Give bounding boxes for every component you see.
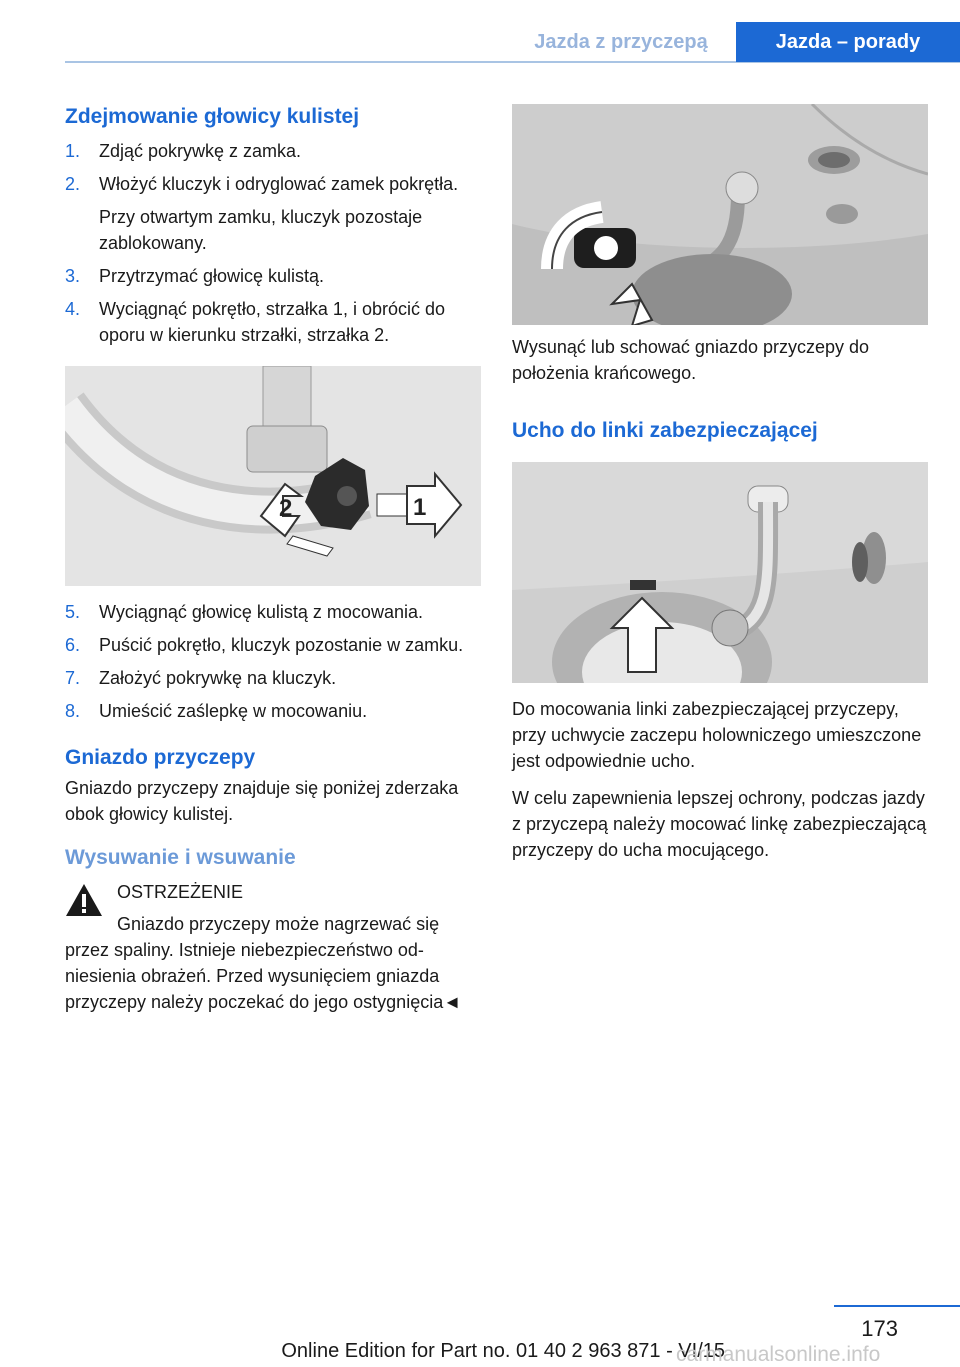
heading-safety-cable-eye: Ucho do linki zabezpieczającej xyxy=(512,419,818,442)
trailer-socket-illustration xyxy=(512,104,928,325)
list-item: 8. Umieścić zaślepkę w mocowaniu. xyxy=(65,701,368,721)
footer-edition: Online Edition for Part no. 01 40 2 963 871 - VI/15 xyxy=(281,1340,725,1362)
warning-triangle-icon xyxy=(65,883,103,917)
caption-socket-position: Wysunąć lub schować gniazdo przyczepy do położenia krańcowego. xyxy=(512,337,870,383)
safety-eye-illustration xyxy=(512,462,928,683)
list-item: 1. Zdjąć pokrywkę z zamka. xyxy=(65,141,302,161)
watermark: carmanualsonline.info xyxy=(676,1343,881,1366)
warning-text: Gniazdo przyczepy może nagrzewać się przez spaliny. Istnieje niebezpieczeństwo odniesienia obrażeń. Przed wysunięciem gniazda przyczepy należy poczekać do jego ostygnięcia◄ xyxy=(65,914,462,1012)
list-item: 6. Puścić pokrętło, kluczyk pozostanie w zamku. xyxy=(65,635,464,655)
heading-extend-retract: Wysuwanie i wsuwanie xyxy=(65,846,296,869)
steps-list-2 xyxy=(65,599,481,724)
list-item: 4. Wyciągnąć pokrętło, strzałka 1, i obrócić do oporu w kierunku strzałki, strzałka 2. xyxy=(65,299,445,345)
warning-title: OSTRZEŻENIE xyxy=(117,882,244,902)
figure-safety-eye xyxy=(512,462,928,683)
figure-knob-rotation xyxy=(65,366,481,586)
paragraph-eye-usage: W celu zapewnienia lepszej ochrony, podczas jazdy z przyczepą należy mocować linkę zabezpieczającą przyczepy do ucha mocującego. xyxy=(512,788,927,860)
paragraph-socket-location: Gniazdo przyczepy znajduje się poniżej zderzaka obok głowicy kulistej. xyxy=(65,778,459,824)
list-item: 7. Założyć pokrywkę na kluczyk. xyxy=(65,668,337,688)
section-tab-previous[interactable]: Jazda z przyczepą xyxy=(534,30,708,53)
section-tab-current[interactable]: Jazda – porady xyxy=(736,22,960,62)
list-item: 3. Przytrzymać głowicę kulistą. xyxy=(65,266,325,286)
left-column xyxy=(65,102,481,1015)
arrow-1-label: 1 xyxy=(413,494,427,521)
page-number: 173 xyxy=(861,1316,898,1341)
heading-trailer-socket: Gniazdo przyczepy xyxy=(65,746,256,769)
arrow-2-label: 2 xyxy=(279,495,293,522)
steps-list-1 xyxy=(65,138,481,348)
heading-remove-ball-head: Zdejmowanie głowicy kulistej xyxy=(65,105,360,128)
knob-illustration xyxy=(65,366,481,586)
list-item: 2. Włożyć kluczyk i odryglować zamek pokrętła. Przy otwartym zamku, kluczyk pozostaje zablokowany. xyxy=(65,174,459,253)
footer-rule xyxy=(834,1305,960,1307)
list-item: 5. Wyciągnąć głowicę kulistą z mocowania. xyxy=(65,602,423,622)
paragraph-eye-location: Do mocowania linki zabezpieczającej przyczepy, przy uchwycie zaczepu holowniczego umieszczone jest odpowiednie ucho. xyxy=(512,699,922,771)
right-column xyxy=(512,104,928,863)
warning-block xyxy=(65,879,481,905)
figure-socket-position xyxy=(512,104,928,325)
